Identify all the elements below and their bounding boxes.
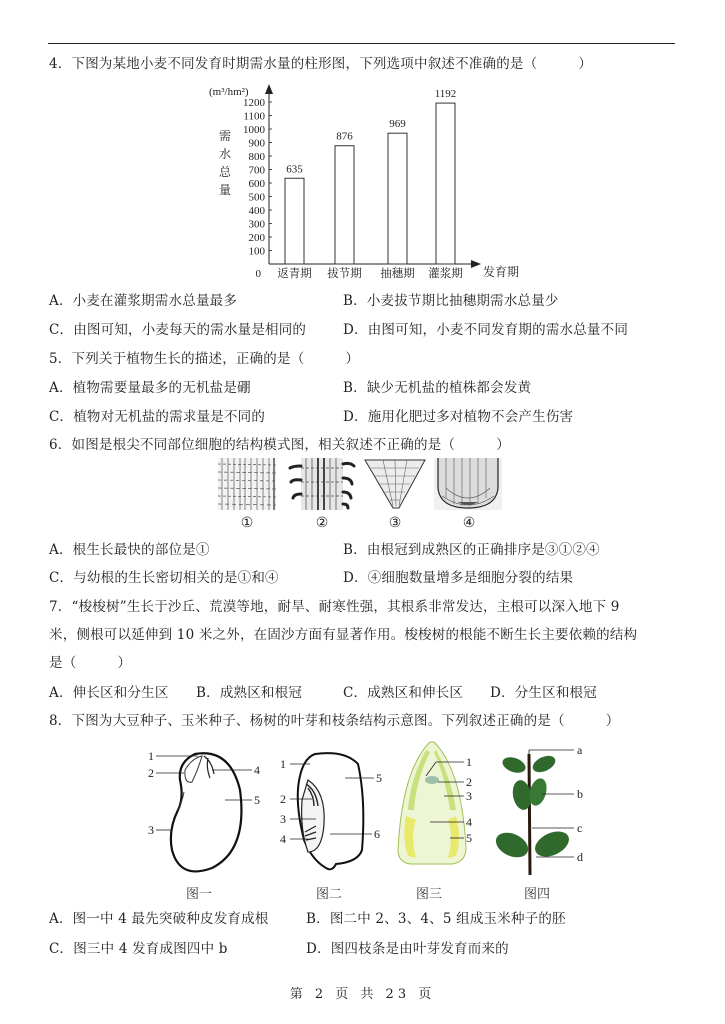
svg-text:1100: 1100: [243, 110, 265, 123]
root-label-4: ④: [462, 515, 476, 531]
svg-text:1000: 1000: [243, 124, 265, 136]
corn-seed-figure: [280, 753, 382, 869]
q5-option-c[interactable]: C．植物对无机盐的需求量是不同的: [49, 409, 266, 425]
svg-text:拔节期: 拔节期: [327, 266, 362, 280]
seed-and-bud-figures: [140, 740, 600, 905]
q4-option-d[interactable]: D．由图可知，小麦不同发育期的需水总量不同: [343, 322, 629, 338]
svg-text:灌浆期: 灌浆期: [428, 266, 463, 280]
y-unit-label: (m³/hm²): [209, 86, 249, 98]
q5-option-b[interactable]: B．缺少无机盐的植株都会发黄: [343, 380, 532, 396]
svg-text:600: 600: [248, 178, 265, 190]
root-zone-1-image: [218, 458, 276, 510]
q6-option-d[interactable]: D．④细胞数量增多是细胞分裂的结果: [343, 570, 574, 586]
x-axis-arrow-icon: [471, 260, 481, 268]
svg-text:d: d: [577, 850, 583, 864]
x-axis-label: 发育期: [483, 265, 520, 279]
q4-option-c[interactable]: C．由图可知，小麦每天的需水量是相同的: [49, 322, 307, 338]
root-zone-3-image: [363, 458, 427, 510]
q6-stem: 6．如图是根尖不同部位细胞的结构模式图，相关叙述不正确的是（ ）: [49, 437, 510, 453]
svg-text:635: 635: [286, 163, 303, 176]
seed-figures-svg: [140, 740, 600, 885]
q7-stem-line-2: 米，侧根可以延伸到 10 米之外，在固沙方面有显著作用。梭梭树的根能不断生长主要依赖的结构: [49, 627, 638, 643]
bar: [436, 103, 455, 264]
svg-text:500: 500: [248, 191, 265, 204]
root-label-1: ①: [240, 515, 254, 531]
svg-text:抽穗期: 抽穗期: [380, 266, 415, 280]
svg-text:1192: 1192: [434, 88, 457, 101]
fig3-caption: 图三: [416, 887, 443, 902]
svg-text:c: c: [577, 821, 583, 835]
q5-stem: 5．下列关于植物生长的描述，正确的是（ ）: [49, 351, 360, 367]
svg-text:0: 0: [255, 268, 261, 280]
svg-text:1: 1: [466, 755, 472, 769]
svg-text:需: 需: [219, 129, 232, 143]
svg-text:876: 876: [336, 130, 353, 143]
svg-text:3: 3: [466, 789, 472, 803]
q4-stem: 4．下图为某地小麦不同发育时期需水量的柱形图，下列选项中叙述不准确的是（ ）: [49, 56, 593, 72]
q8-option-c[interactable]: C．图三中 4 发育成图四中 b: [49, 941, 228, 957]
root-label-2: ②: [315, 515, 329, 531]
svg-text:700: 700: [248, 164, 265, 177]
svg-text:4: 4: [466, 815, 472, 829]
svg-text:1: 1: [148, 749, 154, 763]
bar: [285, 178, 304, 264]
bar: [335, 146, 354, 264]
q6-option-c[interactable]: C．与幼根的生长密切相关的是①和④: [49, 570, 279, 586]
svg-text:4: 4: [280, 832, 286, 846]
svg-text:100: 100: [248, 245, 265, 258]
svg-text:3: 3: [148, 823, 154, 837]
q6-option-a[interactable]: A．根生长最快的部位是①: [49, 542, 210, 558]
header-rule: [48, 43, 675, 44]
bar: [388, 133, 407, 264]
svg-text:400: 400: [248, 205, 265, 217]
svg-text:水: 水: [219, 147, 232, 161]
svg-text:969: 969: [389, 118, 406, 131]
svg-text:300: 300: [248, 218, 265, 231]
q6-option-b[interactable]: B．由根冠到成熟区的正确排序是③①②④: [343, 542, 600, 558]
svg-text:4: 4: [254, 763, 260, 777]
root-zone-4-image: [432, 458, 504, 510]
q5-option-d[interactable]: D．施用化肥过多对植物不会产生伤害: [343, 409, 574, 425]
q4-option-a[interactable]: A．小麦在灌浆期需水总量最多: [49, 293, 238, 309]
q8-stem: 8．下图为大豆种子、玉米种子、杨树的叶芽和枝条结构示意图。下列叙述正确的是（ ）: [49, 713, 620, 729]
y-axis-label: [219, 129, 232, 197]
q8-option-a[interactable]: A．图一中 4 最先突破种皮发育成根: [49, 911, 269, 927]
svg-text:800: 800: [248, 151, 265, 163]
svg-text:200: 200: [248, 232, 265, 244]
q7-stem-line-1: 7．“梭梭树”生长于沙丘、荒漠等地，耐旱、耐寒性强，其根系非常发达，主根可以深入地下 9: [49, 599, 620, 615]
svg-text:1: 1: [280, 757, 286, 771]
bean-seed-figure: [148, 749, 260, 871]
svg-text:总: 总: [219, 165, 232, 179]
svg-text:b: b: [577, 787, 583, 801]
q7-option-c[interactable]: C．成熟区和伸长区: [343, 685, 464, 701]
svg-text:5: 5: [466, 831, 472, 845]
q8-option-d[interactable]: D．图四枝条是由叶芽发育而来的: [306, 941, 509, 957]
svg-text:2: 2: [148, 766, 154, 780]
water-demand-bar-chart: [205, 80, 535, 285]
q7-option-b[interactable]: B．成熟区和根冠: [196, 685, 303, 701]
page-number: 第 2 页 共 23 页: [289, 987, 436, 1002]
q4-option-b[interactable]: B．小麦拔节期比抽穗期需水总量少: [343, 293, 559, 309]
svg-text:6: 6: [374, 827, 380, 841]
q7-option-d[interactable]: D．分生区和根冠: [490, 685, 597, 701]
bars: [277, 88, 463, 280]
q7-option-a[interactable]: A．伸长区和分生区: [49, 685, 169, 701]
fig1-caption: 图一: [186, 887, 213, 902]
root-label-3: ③: [388, 515, 402, 531]
svg-text:5: 5: [254, 793, 260, 807]
leaf-bud-figure: [398, 742, 472, 864]
q7-stem-line-3: 是（ ）: [49, 655, 132, 671]
q8-option-b[interactable]: B．图二中 2、3、4、5 组成玉米种子的胚: [306, 911, 566, 927]
y-ticks: [243, 97, 272, 280]
fig2-caption: 图二: [316, 887, 343, 902]
bar-chart-svg: [205, 80, 535, 285]
twig-figure: [492, 743, 583, 875]
svg-text:返青期: 返青期: [277, 266, 312, 280]
svg-text:1200: 1200: [243, 97, 265, 109]
svg-text:2: 2: [280, 792, 286, 806]
root-tip-figures: [210, 458, 510, 538]
svg-text:5: 5: [376, 771, 382, 785]
root-zone-2-image: [288, 458, 358, 510]
svg-text:a: a: [577, 743, 583, 757]
svg-text:2: 2: [466, 775, 472, 789]
fig4-caption: 图四: [524, 887, 551, 902]
y-axis-arrow-icon: [265, 84, 273, 94]
svg-text:3: 3: [280, 812, 286, 826]
svg-text:900: 900: [248, 137, 265, 150]
svg-text:量: 量: [219, 183, 232, 197]
q5-option-a[interactable]: A．植物需要量最多的无机盐是硼: [49, 380, 251, 396]
